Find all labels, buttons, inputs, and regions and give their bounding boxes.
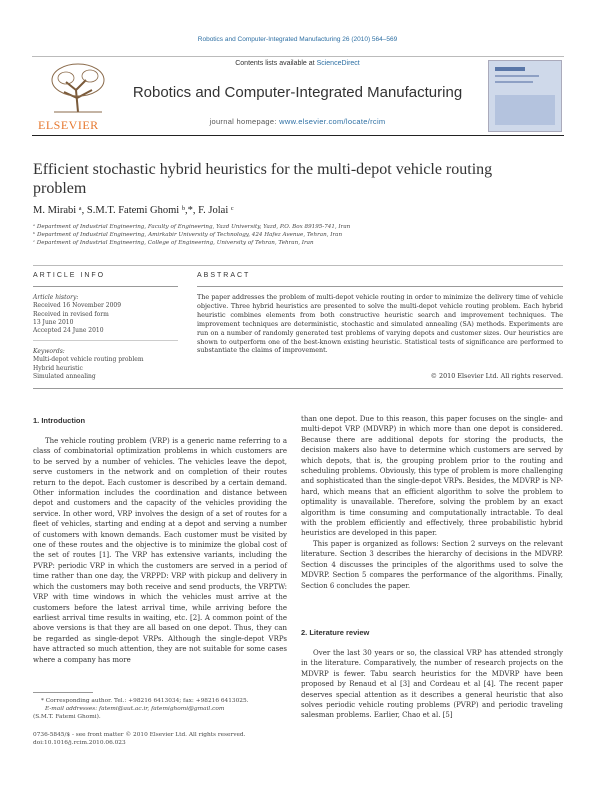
paragraph: The vehicle routing problem (VRP) is a generic name referring to a class of combinatorial optimization problems in which customers are to be served by a number of vehicles. The vehicles leave the depot, serve customers in the network and on completion of their routes return to the depot. Each customer is described by a certain demand. Other information includes the coordination and distance between depot and customers and the capacity of the vehicles providing the service. In other word, VRP involves the design of a set of routes for a fleet of vehicles, starting and ending at a depot and serving a number of customers with known demands. Each customer must be visited by one of these routes and the objective is to minimize the global cost of the set of routes [1]. The VRP has extensive variants, including the PVRP: periodic VRP in which the customers are served in a period of time rather than one day, the VRPPD: VRP with pickup and delivery in which the customers may both receive and send products, the VRPTW: VRP with time windows in which the vehicles must arrive at the customers before the latest arrival time, while arriving before the earliest arrival time results in waiting, etc. [2]. A common point of the above versions is that they are all based on one depot. Thus, they can be regarded as single-depot VRPs. Although the single-depot VRPs have attracted so much attention, they are not suitable for some cases where a company has more: [33, 437, 287, 664]
abstract-text: The paper addresses the problem of multi-depot vehicle routing in order to minimize the delivery time of vehicle objective. Three hybrid heuristics are presented to solve the multi-depot vehicle routing problem. Each hybrid heuristic combines elements from both constructive heuristic search and improvement techniques. The improvement techniques are deterministic, stochastic and simulated annealing (SA) methods. Experiments are run on a number of randomly generated test problems of varying depots and customer sizes. Our heuristics are shown to outperform one of the best-known existing heuristic. Statistical tests of significance are performed to substantiate the claims of improvement.: [197, 293, 563, 355]
divider: [33, 265, 563, 266]
paragraph: This paper is organized as follows: Section 2 surveys on the relevant literature. Section 3 describes the hierarchy of decisions in the MDVRP. Section 4 discusses the principles of the algorithms used to solve the MDVRP. Section 5 compares the performance of the algorithms. Finally, Section 6 concludes the paper.: [301, 539, 563, 590]
email-owner: (S.M.T. Fatemi Ghomi).: [33, 714, 101, 720]
affiliation-b: ᵇ Department of Industrial Engineering, Amirkabir University of Technology, 424 Hafez Avenue, Tehran, Iran: [33, 232, 343, 238]
divider: [33, 340, 178, 341]
keywords-label: Keywords:: [33, 348, 65, 355]
homepage-link[interactable]: www.elsevier.com/locate/rcim: [279, 117, 386, 126]
article-history: [33, 294, 121, 335]
affiliation-a: ᵃ Department of Industrial Engineering, Faculty of Engineering, Yazd University, Yazd, P.O. Box 89195-741, Iran: [33, 224, 351, 230]
history-revised: Received in revised form: [33, 310, 109, 318]
affiliation-c: ᶜ Department of Industrial Engineering, College of Engineering, University of Tehran, Tehran, Iran: [33, 240, 314, 246]
contents-prefix: Contents lists available at: [235, 60, 317, 67]
history-accepted: Accepted 24 June 2010: [33, 327, 104, 335]
section-1-heading: 1. Introduction: [33, 416, 86, 425]
history-label: Article history:: [33, 294, 79, 301]
email-addresses: E-mail addresses: fatemi@aut.ac.ir, fatemighomi@gmail.com: [45, 706, 225, 712]
doi-line[interactable]: doi:10.1016/j.rcim.2010.06.023: [33, 740, 126, 746]
abstract-heading: ABSTRACT: [197, 272, 251, 279]
keyword: Simulated annealing: [33, 372, 96, 380]
section-2-text: [301, 648, 563, 721]
issn-line: 0736-5845/$ - see front matter © 2010 Elsevier Ltd. All rights reserved.: [33, 732, 246, 738]
history-received: Received 16 November 2009: [33, 302, 122, 310]
keywords: [33, 348, 144, 381]
footnotes: [33, 697, 249, 747]
left-column: [33, 436, 287, 665]
article-info-heading: ARTICLE INFO: [33, 272, 106, 279]
history-revised-date: 13 June 2010: [33, 318, 74, 326]
section-2-heading: 2. Literature review: [301, 628, 370, 637]
paragraph: Over the last 30 years or so, the classical VRP has attended strongly in the literature. Comparatively, the number of research projects on the MDVRP is fewer. Tabu search heuristics for the MDVRP have been proposed by Renaud et al [3] and Cordeau et al [4]. The recent paper deserves special attention as it describes a general heuristic that also solves periodic vehicle routing problems (PVRP) and periodic traveling salesman problems. Earlier, Chao et al. [5]: [301, 649, 563, 720]
divider: [33, 286, 178, 287]
sciencedirect-link[interactable]: ScienceDirect: [316, 60, 360, 67]
keyword: Multi-depot vehicle routing problem: [33, 356, 144, 364]
article-title: Efficient stochastic hybrid heuristics for the multi-depot vehicle routing problem: [33, 161, 493, 197]
divider: [197, 286, 563, 287]
journal-title: Robotics and Computer-Integrated Manufacturing: [132, 84, 463, 101]
paragraph: than one depot. Due to this reason, this paper focuses on the single- and multi-depot VRP (MDVRP) in which more than one depot is considered. Because there are additional depots for storing the products, the decision makers also have to determine which customers are served by which depots, that is, the grouping problem prior to the routing and scheduling problems. Obviously, this type of problem is more challenging and sophisticated than the single-depot VRPs. Besides, the MDVRP is NP-hard, which means that an efficient algorithm to solve the problem to optimality is unavailable. Therefore, solving the problem by an exact algorithm is time consuming and computationally intractable. To deal with the problem efficiently and effectively, three probabilistic hybrid heuristics are developed in this paper.: [301, 415, 563, 538]
corresponding-author: * Corresponding author. Tel.: +98216 6413034; fax: +98216 6413025.: [41, 698, 249, 704]
contents-line: [0, 60, 595, 67]
homepage-prefix: journal homepage:: [209, 117, 280, 126]
journal-homepage: [0, 117, 595, 126]
abstract-copyright: © 2010 Elsevier Ltd. All rights reserved.: [430, 372, 563, 380]
footnote-rule: [33, 692, 93, 693]
right-column: [301, 414, 563, 591]
running-header: Robotics and Computer-Integrated Manufacturing 26 (2010) 564–569: [197, 36, 398, 43]
publisher-wordmark: ELSEVIER: [38, 118, 99, 132]
keyword: Hybrid heuristic: [33, 364, 83, 372]
divider: [33, 388, 563, 389]
author-list: M. Mirabi ᵃ, S.M.T. Fatemi Ghomi ᵇ,*, F. Jolai ᶜ: [33, 205, 234, 216]
